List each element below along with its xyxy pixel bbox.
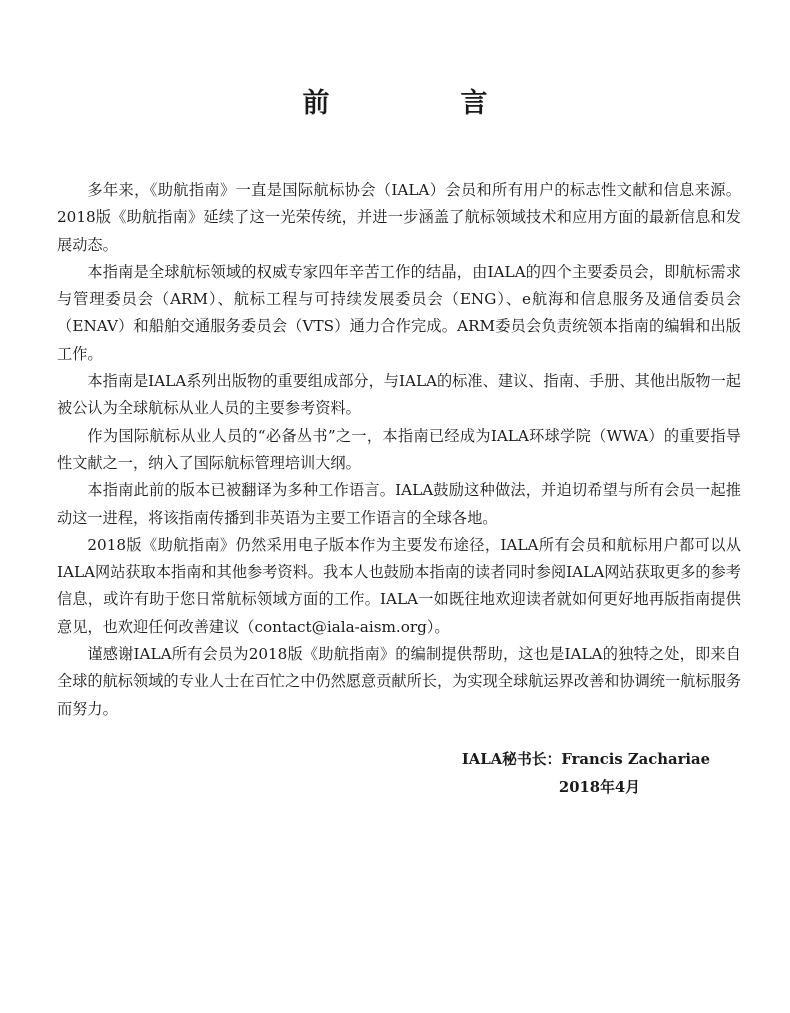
paragraph-6: 2018版《助航指南》仍然采用电子版本作为主要发布途径，IALA所有会员和航标用户都可以从IALA网站获取本指南和其他参考资料。我本人也鼓励本指南的读者同时参阅IALA网站获取更多的参考信息，或许有助于您日常航标领域方面的工作。IALA一如既往地欢迎读者就如何更好地再版指南提供意见，也欢迎任何改善建议（contact@iala-aism.org）。 [57, 535, 741, 636]
page-title: 前 言 [302, 88, 540, 119]
signature-author: IALA秘书长：Francis Zachariae [461, 751, 710, 768]
paragraph-3: 本指南是IALA系列出版物的重要组成部分，与IALA的标准、建议、指南、手册、其他出版物一起被公认为全球航标从业人员的主要参考资料。 [57, 372, 741, 418]
paragraph-7: 谨感谢IALA所有会员为2018版《助航指南》的编制提供帮助，这也是IALA的独特之处，即来自全球的航标领域的专业人士在百忙之中仍然愿意贡献所长，为实现全球航运界改善和协调统一航标服务而努力。 [57, 645, 741, 718]
paragraph-5: 本指南此前的版本已被翻译为多种工作语言。IALA鼓励这种做法，并迫切希望与所有会员一起推动这一进程，将该指南传播到非英语为主要工作语言的全球各地。 [57, 481, 741, 527]
paragraph-1: 多年来，《助航指南》一直是国际航标协会（IALA）会员和所有用户的标志性文献和信息来源。2018版《助航指南》延续了这一光荣传统，并进一步涵盖了航标领域技术和应用方面的最新信息和发展动态。 [57, 181, 741, 254]
paragraph-2: 本指南是全球航标领域的权威专家四年辛苦工作的结晶，由IALA的四个主要委员会，即航标需求与管理委员会（ARM）、航标工程与可持续发展委员会（ENG）、e航海和信息服务及通信委员会（ENAV）和船舶交通服务委员会（VTS）通力合作完成。ARM委员会负责统领本指南的编辑和出版工作。 [57, 262, 741, 363]
paragraph-4: 作为国际航标从业人员的“必备丛书”之一，本指南已经成为IALA环球学院（WWA）的重要指导性文献之一，纳入了国际航标管理培训大纲。 [57, 426, 741, 472]
signature-date: 2018年4月 [558, 779, 640, 796]
preface-body [57, 177, 741, 723]
signature-block [350, 746, 710, 802]
